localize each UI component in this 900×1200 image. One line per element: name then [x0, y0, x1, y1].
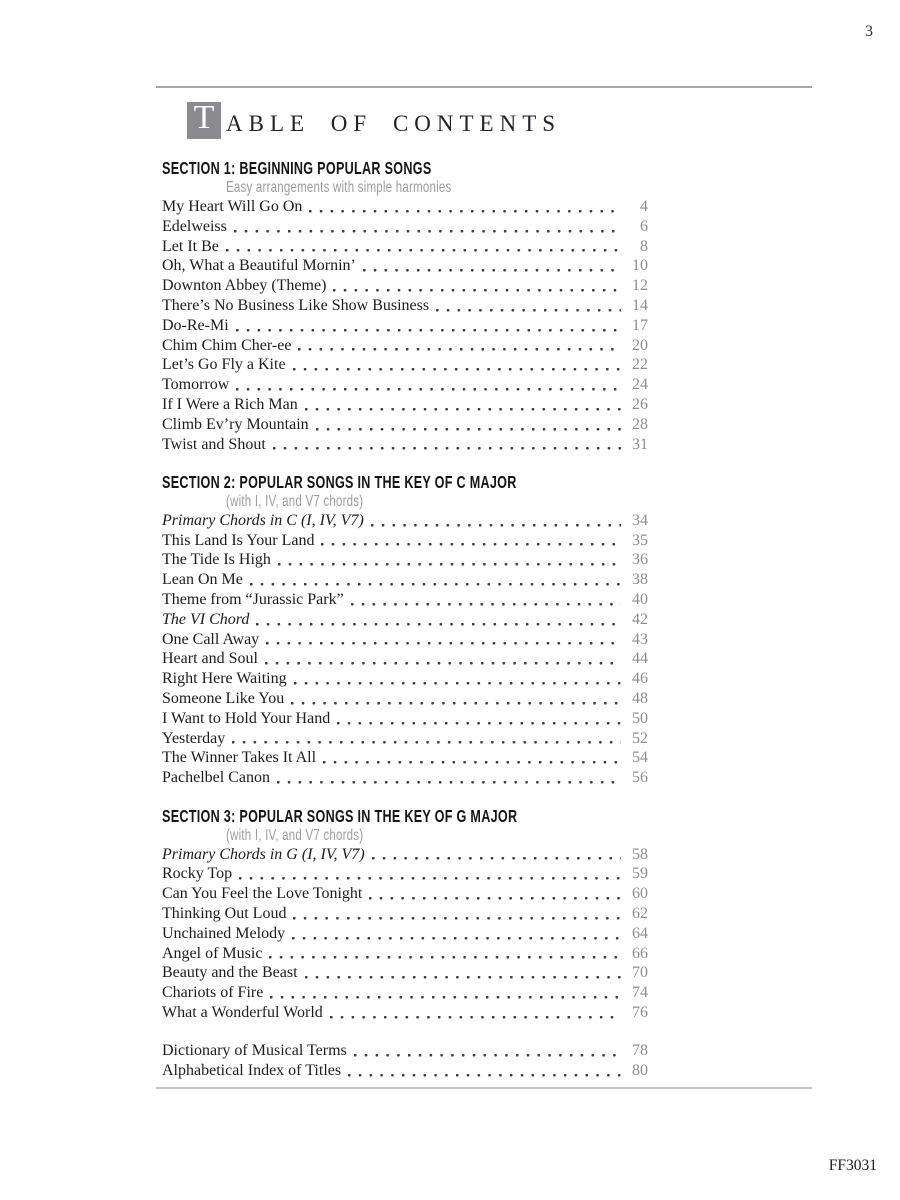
toc-entry-row: [162, 1003, 648, 1023]
dot-leader: [266, 642, 621, 645]
dot-leader: [294, 682, 621, 685]
toc-section: [162, 473, 648, 788]
entry-page-number: 24: [632, 376, 648, 394]
toc-entry-row: [162, 924, 648, 944]
entry-page-number: 4: [640, 198, 648, 215]
catalog-code: FF3031: [828, 1157, 877, 1174]
dot-leader: [309, 210, 621, 213]
entry-page-number: 48: [632, 690, 648, 708]
entry-page-number: 8: [640, 237, 648, 255]
entry-page-number: 78: [632, 1042, 648, 1060]
entry-page-number: 20: [632, 336, 648, 354]
toc-entry-row: [162, 511, 648, 531]
song-title: Heart and Soul: [162, 650, 258, 668]
toc-entry-row: [162, 630, 648, 650]
song-title: Let It Be: [162, 237, 219, 255]
entry-page-number: 6: [640, 217, 648, 235]
toc-entry-row: [162, 316, 648, 336]
song-title: Can You Feel the Love Tonight: [162, 885, 363, 903]
entry-page-number: 35: [632, 531, 648, 549]
song-title: This Land Is Your Land: [162, 531, 315, 549]
toc-entry-row: [162, 237, 648, 257]
dot-leader: [298, 348, 621, 351]
entry-page-number: 38: [632, 571, 648, 589]
dot-leader: [291, 702, 621, 705]
toc-entry-row: [162, 531, 648, 551]
entry-page-number: 26: [632, 395, 648, 413]
song-title: Theme from “Jurassic Park”: [162, 591, 344, 609]
entry-page-number: 70: [632, 964, 648, 982]
entry-page-number: 80: [632, 1061, 648, 1079]
section-subtitle: [162, 826, 648, 845]
toc-section: [162, 159, 648, 454]
toc-entry-row: [162, 355, 648, 375]
dot-leader: [270, 996, 621, 999]
toc-entry-row: [162, 963, 648, 983]
entry-page-number: 56: [632, 769, 648, 787]
toc-entry-row: [162, 669, 648, 689]
song-title: The Winner Takes It All: [162, 749, 317, 767]
toc-entry-row: [162, 845, 648, 865]
song-title: Let’s Go Fly a Kite: [162, 356, 286, 374]
dot-leader: [354, 1054, 621, 1057]
song-title: One Call Away: [162, 630, 260, 648]
song-title: Yesterday: [162, 729, 226, 747]
song-title: Right Here Waiting: [162, 670, 287, 688]
song-title: Climb Ev’ry Mountain: [162, 415, 309, 433]
section-heading-text: SECTION 2: POPULAR SONGS IN THE KEY OF C MAJOR: [162, 471, 517, 492]
dot-leader: [333, 289, 621, 292]
entry-page-number: 22: [632, 356, 648, 374]
song-title: There’s No Business Like Show Business: [162, 296, 430, 314]
section-heading: [162, 473, 648, 492]
toc-title-text: ABLE OF CONTENTS: [226, 111, 562, 136]
toc-entry-row: [162, 395, 648, 415]
song-title: Tomorrow: [162, 376, 230, 394]
song-title: Alphabetical Index of Titles: [162, 1061, 342, 1079]
toc-entry-row: [162, 1041, 648, 1061]
entry-page-number: 14: [632, 296, 648, 314]
song-title: Thinking Out Loud: [162, 904, 287, 922]
toc-entry-row: [162, 709, 648, 729]
section-heading: [162, 159, 648, 178]
entry-page-number: 59: [632, 865, 648, 883]
song-title: My Heart Will Go On: [162, 198, 303, 215]
song-title: Chariots of Fire: [162, 984, 264, 1002]
dot-leader: [363, 269, 621, 272]
dot-leader: [436, 309, 621, 312]
bottom-rule: [156, 1087, 812, 1089]
drop-cap-box: T: [187, 102, 221, 139]
toc-entry-row: [162, 276, 648, 296]
toc-entry-row: [162, 550, 648, 570]
dot-leader: [226, 249, 621, 252]
song-title: Downton Abbey (Theme): [162, 277, 327, 295]
song-title: The Tide Is High: [162, 551, 271, 569]
song-title: Unchained Melody: [162, 924, 286, 942]
section-subtitle: [162, 492, 648, 511]
toc-entry-row: [162, 983, 648, 1003]
toc-entry-row: [162, 944, 648, 964]
song-title: I Want to Hold Your Hand: [162, 709, 331, 727]
dot-leader: [316, 428, 621, 431]
song-title: Edelweiss: [162, 217, 227, 235]
song-title: Beauty and the Beast: [162, 964, 298, 982]
toc-entry-row: [162, 884, 648, 904]
top-rule: [156, 86, 812, 88]
sections: [162, 159, 648, 1081]
entry-page-number: 36: [632, 551, 648, 569]
toc-entry-row: [162, 375, 648, 395]
song-title: Do-Re-Mi: [162, 316, 229, 334]
song-title: If I Were a Rich Man: [162, 395, 298, 413]
song-title: Oh, What a Beautiful Mornin’: [162, 257, 356, 275]
dot-leader: [323, 761, 621, 764]
dot-leader: [265, 662, 621, 665]
dot-leader: [273, 447, 621, 450]
entry-page-number: 66: [632, 944, 648, 962]
song-title: Lean On Me: [162, 571, 243, 589]
song-title: Dictionary of Musical Terms: [162, 1042, 347, 1060]
song-title: Primary Chords in C (I, IV, V7): [162, 511, 364, 529]
section-subtitle-text: (with I, IV, and V7 chords): [226, 492, 364, 510]
entry-page-number: 58: [632, 845, 648, 863]
entry-page-number: 31: [632, 435, 648, 453]
song-title: Pachelbel Canon: [162, 769, 270, 787]
back-matter-entries: [162, 1041, 648, 1081]
entry-page-number: 34: [632, 511, 648, 529]
toc-entry-row: [162, 336, 648, 356]
dot-leader: [292, 937, 621, 940]
entry-page-number: 43: [632, 630, 648, 648]
toc-entry-row: [162, 904, 648, 924]
dot-leader: [330, 1016, 621, 1019]
toc-entry-row: [162, 748, 648, 768]
dot-leader: [250, 583, 621, 586]
dot-leader: [293, 917, 621, 920]
entry-page-number: 60: [632, 885, 648, 903]
dot-leader: [305, 408, 621, 411]
song-title: Someone Like You: [162, 690, 285, 708]
dot-leader: [239, 877, 621, 880]
toc-entry-row: [162, 649, 648, 669]
entry-page-number: 52: [632, 729, 648, 747]
dot-leader: [337, 722, 621, 725]
dot-leader: [277, 781, 621, 784]
song-title: Angel of Music: [162, 944, 263, 962]
entry-page-number: 10: [632, 257, 648, 275]
section-subtitle-text: (with I, IV, and V7 chords): [226, 826, 364, 844]
entry-page-number: 46: [632, 670, 648, 688]
entry-page-number: 44: [632, 650, 648, 668]
dot-leader: [236, 329, 621, 332]
section-heading-text: SECTION 3: POPULAR SONGS IN THE KEY OF G MAJOR: [162, 805, 518, 826]
dot-leader: [351, 603, 621, 606]
entry-page-number: 76: [632, 1003, 648, 1021]
dot-leader: [348, 1074, 621, 1077]
toc-title: [187, 99, 562, 139]
song-title: What a Wonderful World: [162, 1003, 323, 1021]
toc-entry-row: [162, 689, 648, 709]
entry-page-number: 62: [632, 904, 648, 922]
dot-leader: [256, 623, 621, 626]
dot-leader: [369, 897, 621, 900]
song-title: The VI Chord: [162, 610, 250, 628]
toc-entry-row: [162, 415, 648, 435]
song-title: Primary Chords in G (I, IV, V7): [162, 845, 365, 863]
dot-leader: [269, 956, 621, 959]
toc-entry-row: [162, 217, 648, 237]
section-heading-text: SECTION 1: BEGINNING POPULAR SONGS: [162, 158, 432, 178]
toc-entry-row: [162, 1061, 648, 1081]
toc-entry-row: [162, 435, 648, 455]
dot-leader: [232, 741, 621, 744]
dot-leader: [372, 857, 621, 860]
song-title: Twist and Shout: [162, 435, 266, 453]
entry-page-number: 28: [632, 415, 648, 433]
toc-entry-row: [162, 296, 648, 316]
dot-leader: [305, 976, 621, 979]
toc-entry-row: [162, 590, 648, 610]
toc-entry-row: [162, 729, 648, 749]
entry-page-number: 12: [632, 277, 648, 295]
toc-section: [162, 807, 648, 1023]
dot-leader: [293, 368, 621, 371]
dot-leader: [234, 230, 621, 233]
toc-entry-row: [162, 256, 648, 276]
toc-entry-row: [162, 768, 648, 788]
page-number-top: 3: [865, 23, 873, 40]
toc-entry-row: [162, 197, 648, 217]
song-title: Chim Chim Cher-ee: [162, 336, 292, 354]
section-heading: [162, 807, 648, 826]
section-subtitle-text: Easy arrangements with simple harmonies: [226, 179, 452, 196]
toc-entry-row: [162, 610, 648, 630]
entry-page-number: 42: [632, 610, 648, 628]
entry-page-number: 74: [632, 984, 648, 1002]
toc-entry-row: [162, 864, 648, 884]
dot-leader: [371, 524, 621, 527]
dot-leader: [278, 563, 621, 566]
entry-page-number: 54: [632, 749, 648, 767]
dot-leader: [236, 388, 621, 391]
toc-entry-row: [162, 570, 648, 590]
entry-page-number: 64: [632, 924, 648, 942]
section-subtitle: [162, 178, 648, 197]
entry-page-number: 50: [632, 709, 648, 727]
song-title: Rocky Top: [162, 865, 233, 883]
dot-leader: [321, 543, 621, 546]
entry-page-number: 40: [632, 591, 648, 609]
entry-page-number: 17: [632, 316, 648, 334]
page-content: [156, 0, 812, 1200]
